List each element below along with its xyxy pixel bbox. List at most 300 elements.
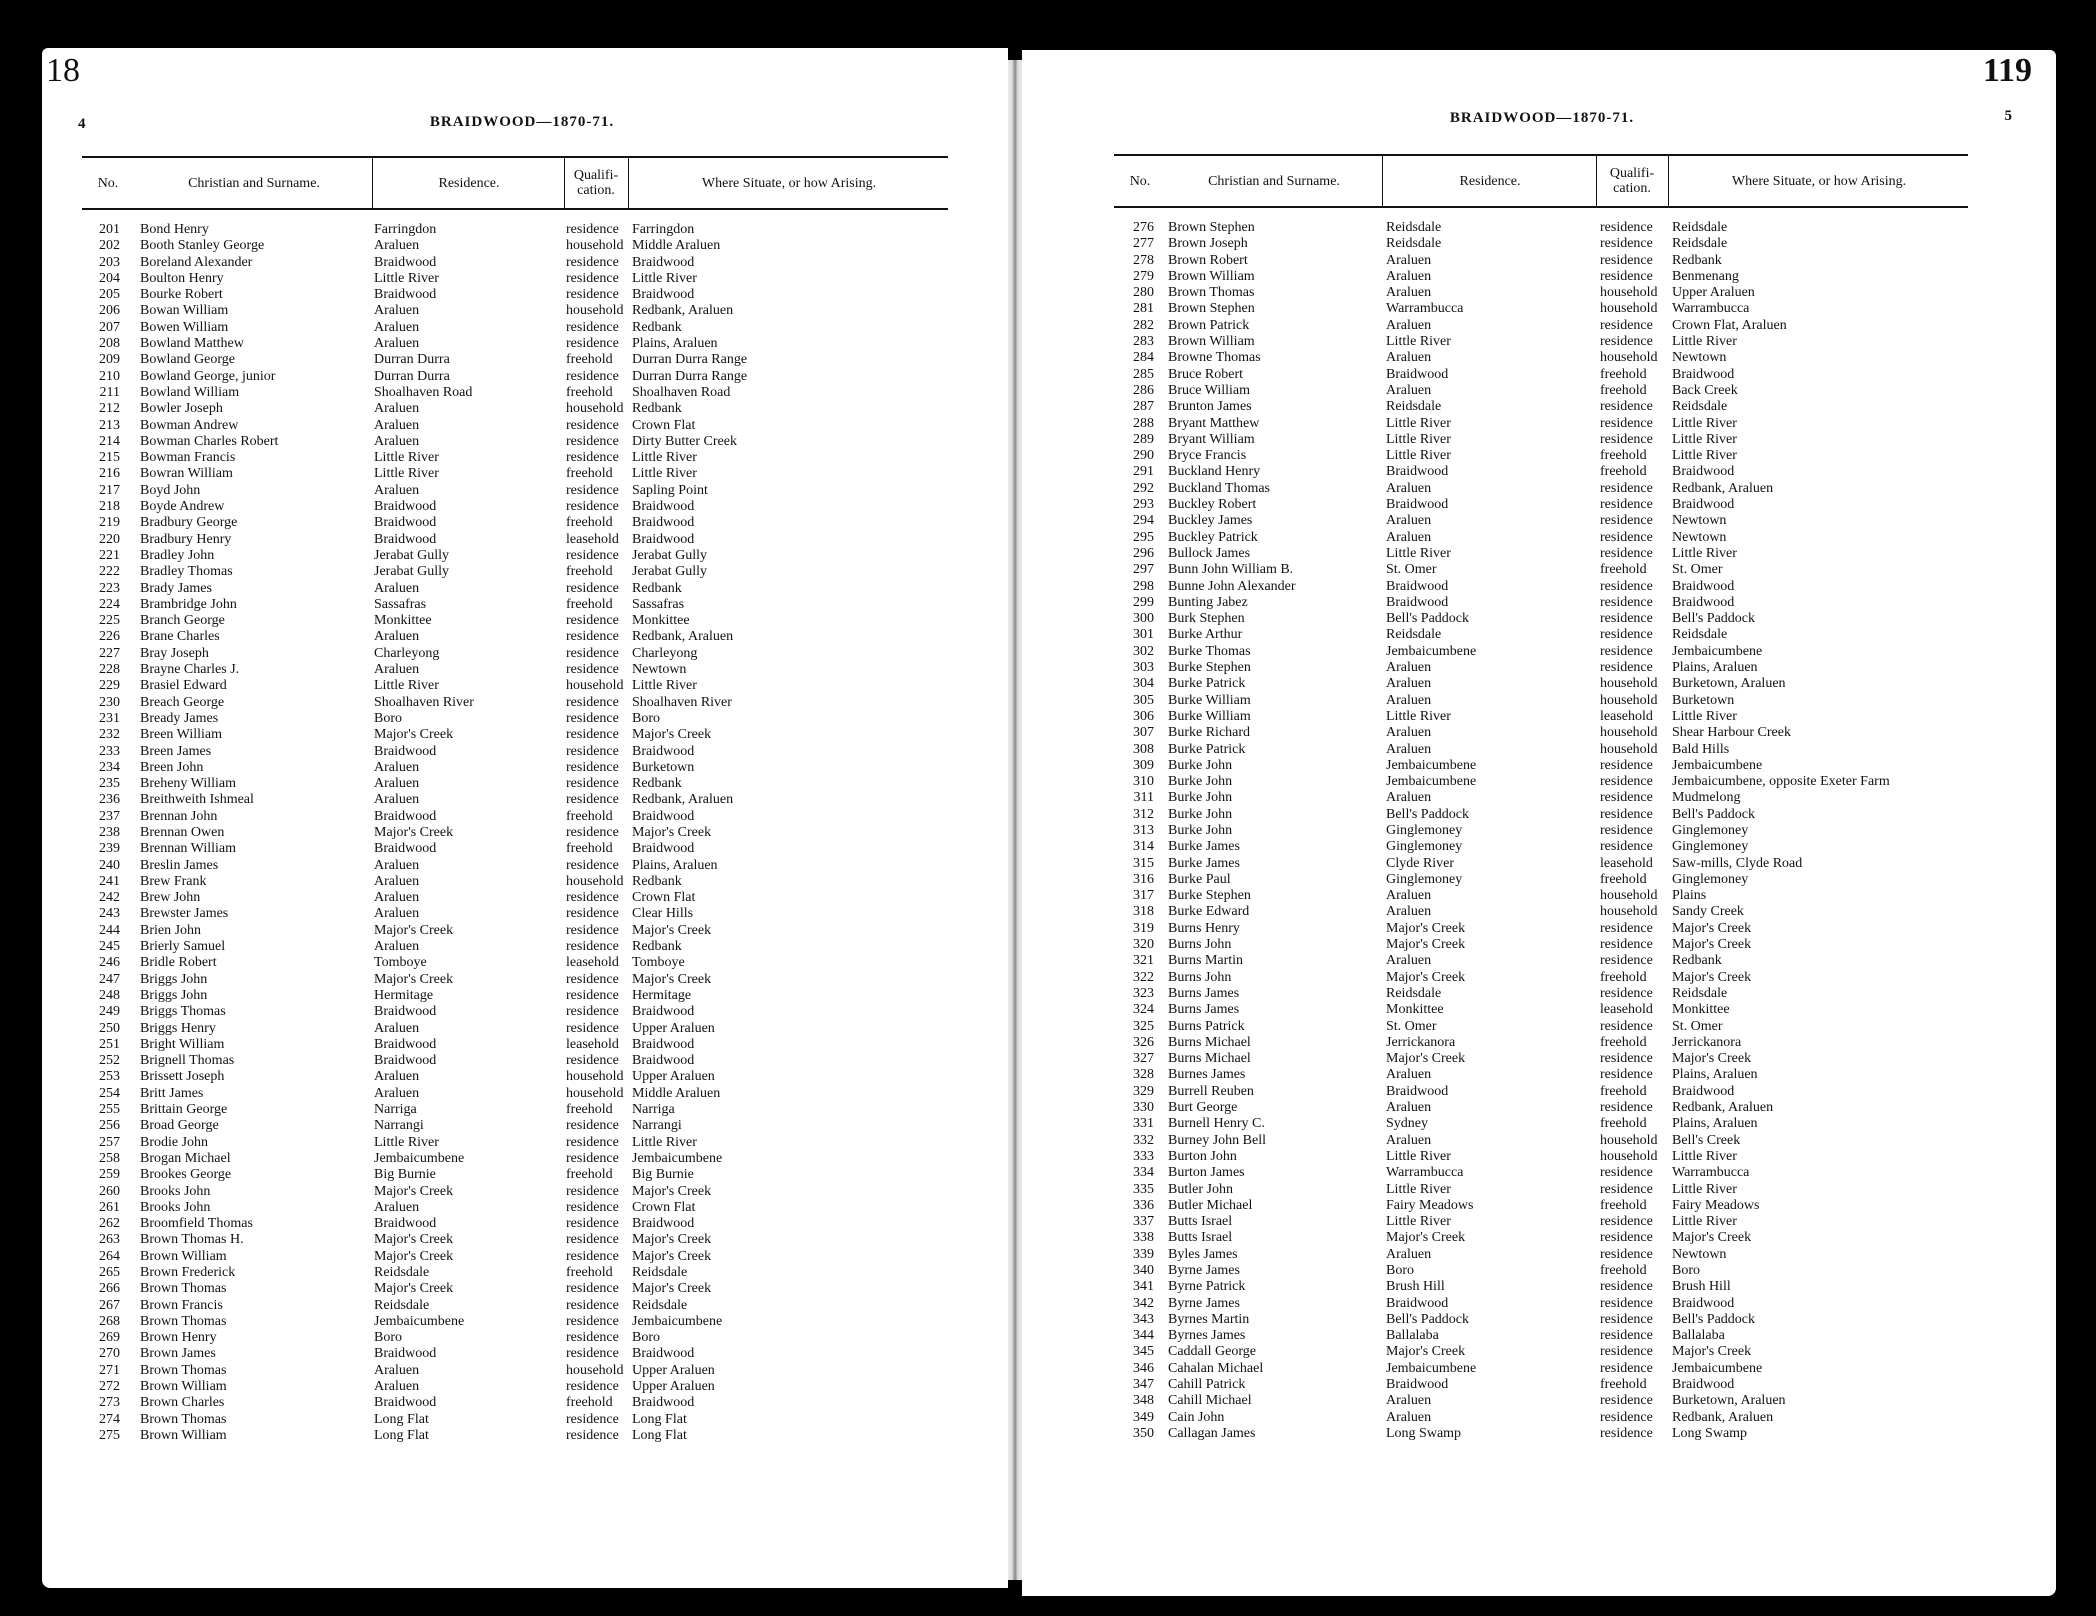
table-row — [82, 1232, 948, 1248]
table-row — [82, 1265, 948, 1281]
cell-name: Burke John — [1168, 790, 1233, 806]
cell-residence: Braidwood — [1386, 578, 1449, 594]
cell-where: Major's Creek — [1672, 1344, 1752, 1360]
table-row — [82, 695, 948, 711]
table-row — [82, 1330, 948, 1346]
cell-qualification: residence — [1600, 822, 1653, 838]
cell-where: Tomboye — [632, 955, 685, 971]
cell-residence: Reidsdale — [1386, 627, 1442, 643]
cell-where: Jembaicumbene — [1672, 757, 1763, 773]
cell-where: Burketown, Araluen — [1672, 1393, 1786, 1409]
cell-name: Burke James — [1168, 839, 1240, 855]
cell-qualification: freehold — [566, 1395, 613, 1411]
table-row — [1114, 1035, 1968, 1051]
cell-name: Brown Francis — [140, 1297, 223, 1313]
table-row — [1114, 220, 1968, 236]
cell-name: Brambridge John — [140, 596, 237, 612]
table-row — [1114, 1165, 1968, 1181]
cell-name: Burton John — [1168, 1148, 1237, 1164]
cell-residence: Little River — [1386, 448, 1451, 464]
cell-where: Braidwood — [632, 287, 695, 303]
cell-name: Callagan James — [1168, 1425, 1256, 1441]
cell-no: 270 — [99, 1346, 120, 1362]
cell-residence: Braidwood — [374, 1216, 437, 1232]
cell-name: Bowman Francis — [140, 450, 236, 466]
cell-qualification: residence — [566, 694, 619, 710]
table-row — [82, 923, 948, 939]
cell-qualification: household — [566, 1069, 624, 1085]
cell-where: Ginglemoney — [1672, 839, 1749, 855]
cell-qualification: household — [566, 1362, 624, 1378]
cell-where: Redbank, Araluen — [1672, 1409, 1774, 1425]
table-row — [1114, 1198, 1968, 1214]
cell-qualification: residence — [1600, 643, 1653, 659]
cell-name: Brierly Samuel — [140, 939, 226, 955]
table-row — [1114, 1279, 1968, 1295]
cell-where: Burketown, Araluen — [1672, 676, 1786, 692]
cell-name: Breen James — [140, 743, 212, 759]
cell-name: Brittain George — [140, 1102, 228, 1118]
cell-name: Burke Stephen — [1168, 888, 1251, 904]
cell-residence: Major's Creek — [1386, 1051, 1466, 1067]
table-row — [1114, 676, 1968, 692]
cell-name: Bryce Francis — [1168, 448, 1247, 464]
cell-no: 293 — [1133, 497, 1154, 513]
cell-where: Newtown — [1672, 350, 1727, 366]
cell-no: 244 — [99, 922, 120, 938]
cell-name: Boreland Alexander — [140, 254, 253, 270]
cell-qualification: residence — [1600, 985, 1653, 1001]
cell-qualification: residence — [566, 743, 619, 759]
cell-where: Upper Araluen — [1672, 285, 1755, 301]
cell-name: Brown Thomas — [1168, 285, 1255, 301]
cell-where: Little River — [632, 450, 697, 466]
cell-where: Reidsdale — [1672, 399, 1728, 415]
cell-qualification: residence — [566, 1411, 619, 1427]
cell-no: 346 — [1133, 1360, 1154, 1376]
cell-where: Reidsdale — [1672, 627, 1728, 643]
cell-name: Brennan John — [140, 808, 218, 824]
cell-name: Burke Arthur — [1168, 627, 1243, 643]
cell-no: 247 — [99, 971, 120, 987]
cell-qualification: residence — [566, 629, 619, 645]
left-table-body — [82, 222, 948, 1444]
cell-residence: Araluen — [374, 1379, 420, 1395]
cell-qualification: residence — [566, 824, 619, 840]
cell-qualification: freehold — [1600, 562, 1647, 578]
cell-where: Upper Araluen — [632, 1379, 715, 1395]
cell-qualification: household — [1600, 285, 1658, 301]
cell-where: Durran Durra Range — [632, 352, 748, 368]
cell-residence: Braidwood — [1386, 497, 1449, 513]
cell-qualification: residence — [1600, 236, 1653, 252]
cell-no: 320 — [1133, 937, 1154, 953]
table-row — [82, 1395, 948, 1411]
cell-name: Bowland George, junior — [140, 368, 276, 384]
cell-qualification: residence — [566, 759, 619, 775]
table-row — [1114, 1312, 1968, 1328]
cell-qualification: residence — [1600, 1328, 1653, 1344]
table-row — [1114, 660, 1968, 676]
cell-name: Bradbury George — [140, 515, 238, 531]
cell-residence: Brush Hill — [1386, 1279, 1445, 1295]
table-row — [82, 727, 948, 743]
cell-where: Reidsdale — [1672, 220, 1728, 235]
cell-name: Brennan Owen — [140, 824, 225, 840]
cell-where: Burketown — [632, 759, 695, 775]
table-row — [1114, 432, 1968, 448]
cell-where: Dirty Butter Creek — [632, 433, 737, 449]
cell-residence: Warrambucca — [1386, 1165, 1464, 1181]
table-row — [1114, 367, 1968, 383]
table-row — [82, 776, 948, 792]
table-row — [1114, 1344, 1968, 1360]
cell-no: 254 — [99, 1085, 120, 1101]
table-row — [82, 564, 948, 580]
cell-no: 347 — [1133, 1377, 1154, 1393]
cell-where: Little River — [1672, 415, 1737, 431]
cell-where: Braidwood — [632, 1216, 695, 1232]
cell-no: 345 — [1133, 1344, 1154, 1360]
cell-residence: Braidwood — [374, 1346, 437, 1362]
cell-name: Buckley Robert — [1168, 497, 1257, 513]
table-row — [82, 629, 948, 645]
cell-name: Burns James — [1168, 1002, 1240, 1018]
table-row — [82, 972, 948, 988]
cell-qualification: freehold — [566, 596, 613, 612]
cell-residence: Araluen — [374, 939, 420, 955]
cell-where: Crown Flat, Araluen — [1672, 317, 1787, 333]
cell-where: Redbank, Araluen — [632, 303, 734, 319]
table-row — [1114, 856, 1968, 872]
cell-residence: St. Omer — [1386, 562, 1437, 578]
cell-residence: Braidwood — [374, 287, 437, 303]
cell-residence: Major's Creek — [374, 824, 454, 840]
cell-name: Briggs Thomas — [140, 1004, 226, 1020]
cell-qualification: household — [1600, 350, 1658, 366]
cell-residence: Braidwood — [374, 1053, 437, 1069]
cell-name: Byrne Patrick — [1168, 1279, 1246, 1295]
cell-qualification: leasehold — [566, 1036, 619, 1052]
right-table-header — [1114, 154, 1968, 208]
cell-qualification: freehold — [1600, 366, 1647, 382]
cell-no: 272 — [99, 1379, 120, 1395]
cell-name: Brasiel Edward — [140, 678, 227, 694]
cell-qualification: household — [566, 401, 624, 417]
cell-qualification: residence — [1600, 1425, 1653, 1441]
cell-name: Brooks John — [140, 1183, 211, 1199]
table-row — [82, 418, 948, 434]
cell-no: 220 — [99, 531, 120, 547]
cell-residence: Araluen — [1386, 1132, 1432, 1148]
cell-residence: Araluen — [1386, 1100, 1432, 1116]
cell-name: Bready James — [140, 710, 219, 726]
cell-residence: St. Omer — [1386, 1018, 1437, 1034]
table-row — [82, 662, 948, 678]
cell-where: Long Flat — [632, 1411, 687, 1427]
cell-name: Brane Charles — [140, 629, 220, 645]
cell-residence: Little River — [1386, 1181, 1451, 1197]
cell-where: Upper Araluen — [632, 1020, 715, 1036]
cell-no: 231 — [99, 710, 120, 726]
cell-qualification: residence — [566, 1150, 619, 1166]
cell-qualification: freehold — [566, 1167, 613, 1183]
cell-no: 275 — [99, 1427, 120, 1443]
cell-no: 259 — [99, 1167, 120, 1183]
cell-residence: Major's Creek — [374, 1183, 454, 1199]
table-row — [82, 385, 948, 401]
cell-name: Brodie John — [140, 1134, 209, 1150]
cell-no: 317 — [1133, 888, 1154, 904]
cell-name: Brown William — [1168, 268, 1255, 284]
cell-qualification: residence — [1600, 1230, 1653, 1246]
cell-where: Redbank, Araluen — [1672, 480, 1774, 496]
cell-qualification: residence — [566, 1183, 619, 1199]
cell-residence: Little River — [374, 270, 439, 286]
table-row — [1114, 448, 1968, 464]
table-row — [1114, 383, 1968, 399]
cell-no: 288 — [1133, 415, 1154, 431]
cell-no: 328 — [1133, 1067, 1154, 1083]
table-row — [1114, 1002, 1968, 1018]
table-row — [82, 499, 948, 515]
cell-qualification: residence — [1600, 1246, 1653, 1262]
cell-where: Braidwood — [632, 1395, 695, 1411]
cell-where: St. Omer — [1672, 1018, 1723, 1034]
cell-qualification: residence — [1600, 545, 1653, 561]
cell-residence: Braidwood — [1386, 1295, 1449, 1311]
table-row — [1114, 269, 1968, 285]
cell-residence: Araluen — [374, 776, 420, 792]
cell-qualification: residence — [566, 222, 619, 237]
cell-name: Bruce Robert — [1168, 366, 1244, 382]
cell-name: Bullock James — [1168, 545, 1251, 561]
cell-no: 228 — [99, 662, 120, 678]
table-row — [1114, 1263, 1968, 1279]
cell-where: Shoalhaven River — [632, 694, 732, 710]
cell-no: 283 — [1133, 334, 1154, 350]
cell-name: Bradley John — [140, 547, 215, 563]
cell-no: 312 — [1133, 806, 1154, 822]
cell-qualification: residence — [1600, 497, 1653, 513]
cell-qualification: residence — [1600, 1018, 1653, 1034]
cell-qualification: freehold — [1600, 1377, 1647, 1393]
cell-name: Brown Joseph — [1168, 236, 1248, 252]
table-row — [82, 760, 948, 776]
right-table-body — [1114, 220, 1968, 1442]
cell-no: 300 — [1133, 611, 1154, 627]
cell-qualification: household — [566, 678, 624, 694]
cell-name: Cain John — [1168, 1409, 1225, 1425]
cell-qualification: residence — [1600, 399, 1653, 415]
cell-no: 308 — [1133, 741, 1154, 757]
cell-residence: Little River — [1386, 334, 1451, 350]
cell-qualification: residence — [1600, 1393, 1653, 1409]
cell-where: Braidwood — [1672, 497, 1735, 513]
cell-qualification: household — [1600, 725, 1658, 741]
cell-no: 214 — [99, 433, 120, 449]
cell-name: Boyde Andrew — [140, 499, 225, 515]
cell-name: Bowan William — [140, 303, 229, 319]
cell-where: Farringdon — [632, 222, 695, 237]
cell-residence: Major's Creek — [374, 1281, 454, 1297]
cell-no: 342 — [1133, 1295, 1154, 1311]
cell-where: Braidwood — [1672, 594, 1735, 610]
cell-residence: Araluen — [374, 662, 420, 678]
cell-name: Burke John — [1168, 806, 1233, 822]
table-row — [1114, 285, 1968, 301]
table-row — [82, 1200, 948, 1216]
cell-no: 343 — [1133, 1311, 1154, 1327]
cell-no: 280 — [1133, 285, 1154, 301]
cell-residence: Little River — [374, 450, 439, 466]
cell-where: Reidsdale — [632, 1265, 688, 1280]
cell-no: 299 — [1133, 594, 1154, 610]
cell-residence: Jembaicumbene — [374, 1313, 465, 1329]
table-row — [1114, 1230, 1968, 1246]
table-row — [1114, 301, 1968, 317]
cell-residence: Araluen — [1386, 676, 1432, 692]
cell-no: 325 — [1133, 1018, 1154, 1034]
table-row — [1114, 774, 1968, 790]
cell-where: Plains — [1672, 888, 1707, 904]
cell-name: Browne Thomas — [1168, 350, 1261, 366]
header-qualification: Qualifi-cation. — [573, 168, 619, 198]
table-row — [82, 1363, 948, 1379]
table-row — [1114, 1067, 1968, 1083]
cell-residence: Long Flat — [374, 1411, 429, 1427]
cell-residence: Braidwood — [374, 808, 437, 824]
cell-residence: Durran Durra — [374, 352, 450, 368]
cell-name: Bright William — [140, 1036, 225, 1052]
cell-residence: Jembaicumbene — [1386, 774, 1477, 790]
cell-name: Brown Thomas H. — [140, 1232, 244, 1248]
cell-no: 301 — [1133, 627, 1154, 643]
cell-no: 255 — [99, 1102, 120, 1118]
cell-where: Major's Creek — [632, 971, 712, 987]
cell-qualification: residence — [1600, 839, 1653, 855]
table-row — [82, 1379, 948, 1395]
cell-qualification: residence — [1600, 953, 1653, 969]
cell-no: 229 — [99, 678, 120, 694]
table-row — [1114, 823, 1968, 839]
cell-residence: Boro — [374, 1330, 402, 1346]
cell-name: Breithweith Ishmeal — [140, 792, 254, 808]
cell-where: Hermitage — [632, 987, 692, 1003]
cell-name: Cahill Michael — [1168, 1393, 1252, 1409]
cell-name: Bowran William — [140, 466, 233, 482]
table-row — [82, 1102, 948, 1118]
cell-where: Plains, Araluen — [632, 336, 718, 352]
cell-where: Jembaicumbene — [1672, 643, 1763, 659]
cell-residence: Araluen — [1386, 480, 1432, 496]
cell-residence: Araluen — [1386, 317, 1432, 333]
cell-name: Byrnes Martin — [1168, 1311, 1250, 1327]
cell-no: 219 — [99, 515, 120, 531]
table-row — [1114, 1084, 1968, 1100]
cell-where: Shear Harbour Creek — [1672, 725, 1791, 741]
cell-no: 245 — [99, 939, 120, 955]
cell-name: Butts Israel — [1168, 1214, 1233, 1230]
cell-qualification: residence — [566, 906, 619, 922]
table-row — [1114, 497, 1968, 513]
cell-residence: Araluen — [374, 1199, 420, 1215]
cell-name: Cahill Patrick — [1168, 1377, 1246, 1393]
table-row — [1114, 1019, 1968, 1035]
cell-qualification: residence — [1600, 1279, 1653, 1295]
cell-qualification: residence — [566, 287, 619, 303]
cell-qualification: freehold — [1600, 969, 1647, 985]
cell-no: 292 — [1133, 480, 1154, 496]
cell-no: 208 — [99, 336, 120, 352]
cell-qualification: residence — [566, 792, 619, 808]
cell-where: Warrambucca — [1672, 1165, 1750, 1181]
cell-name: Breen John — [140, 759, 204, 775]
cell-qualification: freehold — [1600, 448, 1647, 464]
cell-residence: Major's Creek — [1386, 1344, 1466, 1360]
cell-residence: Araluen — [374, 401, 420, 417]
cell-where: Plains, Araluen — [632, 857, 718, 873]
left-corner-mark: 18 — [46, 52, 80, 89]
cell-no: 202 — [99, 238, 120, 254]
table-row — [1114, 1426, 1968, 1442]
cell-no: 322 — [1133, 969, 1154, 985]
cell-qualification: residence — [1600, 937, 1653, 953]
cell-no: 271 — [99, 1362, 120, 1378]
cell-residence: Little River — [1386, 708, 1451, 724]
cell-no: 227 — [99, 645, 120, 661]
cell-qualification: leasehold — [1600, 1002, 1653, 1018]
table-row — [82, 1021, 948, 1037]
table-row — [1114, 693, 1968, 709]
cell-no: 262 — [99, 1216, 120, 1232]
cell-no: 222 — [99, 564, 120, 580]
table-row — [1114, 1377, 1968, 1393]
cell-no: 298 — [1133, 578, 1154, 594]
cell-where: Little River — [632, 678, 697, 694]
cell-qualification: freehold — [1600, 382, 1647, 398]
cell-residence: Jerabat Gully — [374, 564, 450, 580]
cell-residence: Braidwood — [1386, 366, 1449, 382]
cell-residence: Little River — [374, 678, 439, 694]
cell-no: 319 — [1133, 920, 1154, 936]
cell-residence: Braidwood — [374, 1395, 437, 1411]
cell-no: 291 — [1133, 464, 1154, 480]
cell-where: Braidwood — [632, 1053, 695, 1069]
cell-qualification: residence — [1600, 1165, 1653, 1181]
cell-where: Little River — [1672, 334, 1737, 350]
table-row — [82, 1118, 948, 1134]
cell-name: Burke John — [1168, 757, 1233, 773]
cell-residence: Araluen — [374, 792, 420, 808]
cell-where: Charleyong — [632, 645, 698, 661]
table-row — [1114, 986, 1968, 1002]
cell-residence: Araluen — [1386, 513, 1432, 529]
cell-where: Plains, Araluen — [1672, 1116, 1758, 1132]
cell-where: Braidwood — [632, 499, 695, 515]
cell-residence: Araluen — [374, 629, 420, 645]
table-row — [1114, 1296, 1968, 1312]
cell-name: Burke Patrick — [1168, 676, 1246, 692]
table-row — [1114, 350, 1968, 366]
cell-residence: Warrambucca — [1386, 301, 1464, 317]
cell-name: Buckland Thomas — [1168, 480, 1271, 496]
cell-name: Brown Charles — [140, 1395, 225, 1411]
cell-qualification: residence — [566, 922, 619, 938]
cell-residence: Araluen — [374, 759, 420, 775]
cell-residence: Major's Creek — [374, 727, 454, 743]
table-row — [1114, 953, 1968, 969]
